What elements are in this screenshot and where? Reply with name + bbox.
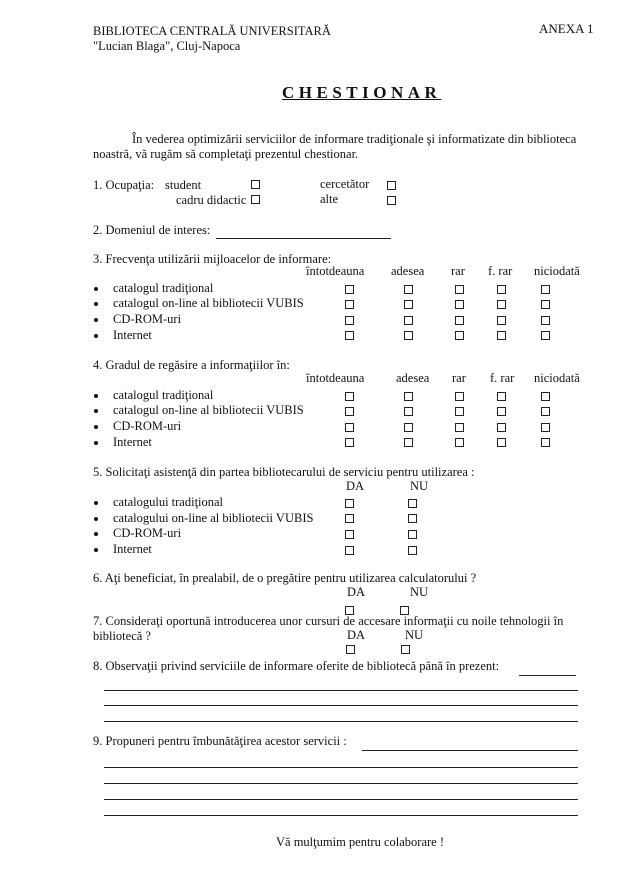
yes-header: DA [347, 628, 366, 642]
bullet [94, 517, 98, 521]
q3-item-label: Internet [113, 328, 152, 342]
q3-checkbox[interactable] [345, 285, 354, 294]
q4-checkbox[interactable] [455, 407, 464, 416]
q3-checkbox[interactable] [404, 316, 413, 325]
q3-item-label: CD-ROM-uri [113, 312, 182, 326]
q4-checkbox[interactable] [497, 407, 506, 416]
q7-yes-checkbox[interactable] [346, 645, 355, 654]
q4-item-label: catalogul tradiţional [113, 388, 214, 402]
q4-checkbox[interactable] [404, 423, 413, 432]
q3-checkbox[interactable] [345, 331, 354, 340]
q5-yes-checkbox[interactable] [345, 546, 354, 555]
q9-answer-line[interactable] [104, 799, 578, 800]
q5-yes-checkbox[interactable] [345, 514, 354, 523]
q7-label-line-1: 7. Consideraţi oportună introducerea unor cursuri de accesare informaţii cu noile tehnologii în [93, 614, 564, 628]
q1-option-label: alte [320, 192, 339, 206]
bullet [94, 441, 98, 445]
q3-checkbox[interactable] [497, 300, 506, 309]
q4-checkbox[interactable] [345, 423, 354, 432]
q3-checkbox[interactable] [345, 316, 354, 325]
q5-item-label: CD-ROM-uri [113, 526, 182, 540]
q4-item-label: CD-ROM-uri [113, 419, 182, 433]
bullet [94, 287, 98, 291]
q3-checkbox[interactable] [541, 316, 550, 325]
q3-checkbox[interactable] [497, 285, 506, 294]
q3-checkbox[interactable] [455, 316, 464, 325]
column-header: f. rar [490, 371, 515, 385]
column-header: adesea [396, 371, 430, 385]
annex-label: ANEXA 1 [539, 21, 594, 36]
q4-checkbox[interactable] [404, 438, 413, 447]
q4-checkbox[interactable] [541, 392, 550, 401]
bullet [94, 302, 98, 306]
q4-checkbox[interactable] [455, 392, 464, 401]
q9-answer-line[interactable] [104, 767, 578, 768]
q5-item-label: catalogului tradiţional [113, 495, 224, 509]
bullet [94, 409, 98, 413]
q3-checkbox[interactable] [497, 331, 506, 340]
intro-line-2: noastră, vă rugăm să completaţi prezentul chestionar. [93, 147, 359, 161]
q5-item-label: Internet [113, 542, 152, 556]
q1-teacher-checkbox[interactable] [251, 195, 260, 204]
q3-checkbox[interactable] [404, 285, 413, 294]
closing-thanks: Vă mulţumim pentru colaborare ! [276, 835, 444, 849]
column-header: rar [452, 371, 466, 385]
column-header: întotdeauna [306, 371, 365, 385]
q7-label-line-2: bibliotecă ? [93, 629, 151, 643]
q4-item-label: Internet [113, 435, 152, 449]
no-header: NU [410, 585, 429, 599]
yes-header: DA [346, 479, 365, 493]
q4-checkbox[interactable] [497, 392, 506, 401]
q1-option-label: student [165, 178, 202, 192]
q4-checkbox[interactable] [541, 423, 550, 432]
q1-option-label: cadru didactic [176, 193, 247, 207]
q9-answer-line[interactable] [104, 815, 578, 816]
q9-answer-line[interactable] [104, 783, 578, 784]
no-header: NU [410, 479, 429, 493]
q3-checkbox[interactable] [541, 331, 550, 340]
no-header: NU [405, 628, 424, 642]
q3-checkbox[interactable] [455, 331, 464, 340]
yes-header: DA [347, 585, 366, 599]
column-header: rar [451, 264, 465, 278]
q5-yes-checkbox[interactable] [345, 499, 354, 508]
bullet [94, 318, 98, 322]
column-header: f. rar [488, 264, 513, 278]
q5-no-checkbox[interactable] [408, 530, 417, 539]
q9-label: 9. Propuneri pentru îmbunătăţirea acestor servicii : [93, 734, 347, 748]
q3-checkbox[interactable] [455, 300, 464, 309]
q5-no-checkbox[interactable] [408, 499, 417, 508]
bullet [94, 394, 98, 398]
q3-label: 3. Frecvenţa utilizării mijloacelor de informare: [93, 252, 332, 266]
q4-checkbox[interactable] [404, 407, 413, 416]
bullet [94, 501, 98, 505]
q8-answer-line[interactable] [104, 721, 578, 722]
q4-checkbox[interactable] [345, 438, 354, 447]
q4-label: 4. Gradul de regăsire a informaţiilor în: [93, 358, 290, 372]
intro-line-1: În vederea optimizării serviciilor de informare tradiţionale şi informatizate din biblioteca [132, 132, 577, 146]
q4-checkbox[interactable] [497, 438, 506, 447]
q3-checkbox[interactable] [541, 285, 550, 294]
bullet [94, 548, 98, 552]
q7-no-checkbox[interactable] [401, 645, 410, 654]
q1-other-checkbox[interactable] [387, 196, 396, 205]
q4-checkbox[interactable] [345, 392, 354, 401]
q3-checkbox[interactable] [497, 316, 506, 325]
q3-item-label: catalogul on-line al bibliotecii VUBIS [113, 296, 304, 310]
q2-label: 2. Domeniul de interes: [93, 223, 211, 237]
q3-checkbox[interactable] [404, 300, 413, 309]
column-header: adesea [391, 264, 425, 278]
institution-location: "Lucian Blaga", Cluj-Napoca [93, 39, 241, 53]
column-header: întotdeauna [306, 264, 365, 278]
q3-checkbox[interactable] [345, 300, 354, 309]
q6-label: 6. Aţi beneficiat, în prealabil, de o pregătire pentru utilizarea calculatorului ? [93, 571, 477, 585]
q8-answer-line[interactable] [519, 675, 576, 676]
q8-label: 8. Observaţii privind serviciile de informare oferite de bibliotecă până în prezent: [93, 659, 500, 673]
q8-answer-line[interactable] [104, 705, 578, 706]
column-header: niciodată [534, 264, 580, 278]
q4-checkbox[interactable] [497, 423, 506, 432]
q4-checkbox[interactable] [455, 438, 464, 447]
page-title: CHESTIONAR [282, 83, 442, 102]
bullet [94, 334, 98, 338]
q3-checkbox[interactable] [404, 331, 413, 340]
q4-checkbox[interactable] [455, 423, 464, 432]
q4-checkbox[interactable] [404, 392, 413, 401]
bullet [94, 532, 98, 536]
bullet [94, 425, 98, 429]
q2-answer-line[interactable] [216, 238, 391, 239]
institution-name: BIBLIOTECA CENTRALĂ UNIVERSITARĂ [93, 24, 331, 38]
q3-checkbox[interactable] [455, 285, 464, 294]
q3-checkbox[interactable] [541, 300, 550, 309]
q1-label: 1. Ocupaţia: [93, 178, 155, 192]
q9-answer-line[interactable] [362, 750, 578, 751]
q1-student-checkbox[interactable] [251, 180, 260, 189]
q8-answer-line[interactable] [104, 690, 578, 691]
q5-no-checkbox[interactable] [408, 514, 417, 523]
q5-label: 5. Solicitaţi asistenţă din partea bibliotecarului de serviciu pentru utilizarea : [93, 465, 475, 479]
q3-item-label: catalogul tradiţional [113, 281, 214, 295]
q5-item-label: catalogului on-line al bibliotecii VUBIS [113, 511, 314, 525]
column-header: niciodată [534, 371, 580, 385]
q5-yes-checkbox[interactable] [345, 530, 354, 539]
q1-researcher-checkbox[interactable] [387, 181, 396, 190]
q4-checkbox[interactable] [541, 407, 550, 416]
q4-item-label: catalogul on-line al bibliotecii VUBIS [113, 403, 304, 417]
q4-checkbox[interactable] [541, 438, 550, 447]
q1-option-label: cercetător [320, 177, 370, 191]
q5-no-checkbox[interactable] [408, 546, 417, 555]
q4-checkbox[interactable] [345, 407, 354, 416]
